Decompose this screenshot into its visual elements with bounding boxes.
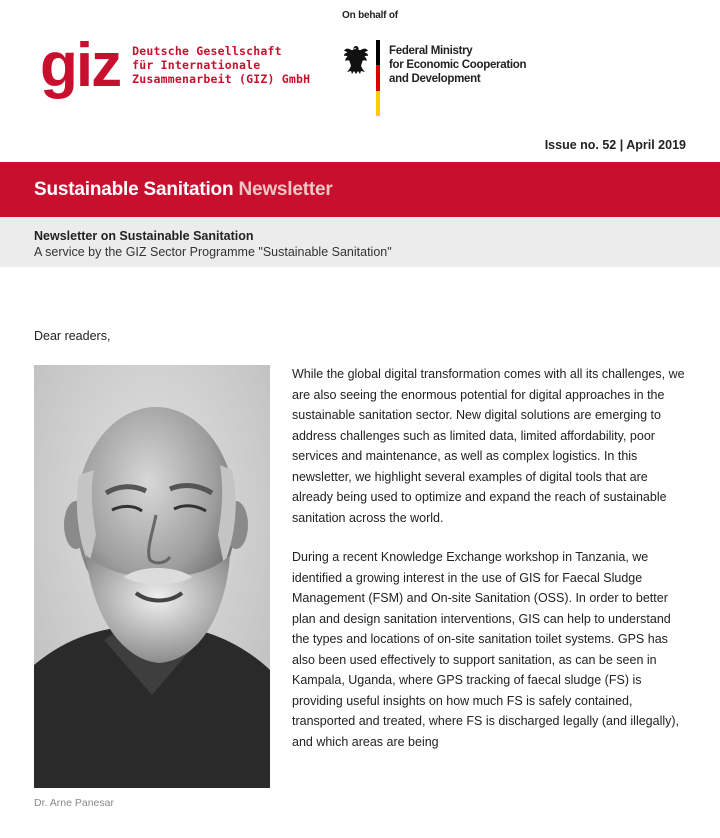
issue-info: Issue no. 52 | April 2019: [544, 138, 686, 152]
ministry-name: [389, 44, 526, 86]
newsletter-title-main: Sustainable Sanitation: [34, 179, 234, 200]
ministry-name-line: Federal Ministry: [389, 45, 473, 57]
paragraph: During a recent Knowledge Exchange workshop in Tanzania, we identified a growing interest in the use of GIS for Faecal Sludge Management (FSM) and On-site Sanitation (OSS). In order to better plan and design sanitation interventions, GIS can help to understand the types and locations of on-site sanitation toilet systems. GPS has also been used effectively to support sanitation, as can be seen in Kampala, Uganda, where GPS tracking of faecal sludge (FS) is providing useful insights on how much FS is safely contained, transported and treated, where FS is discharged legally (and illegally), and which areas are being: [292, 550, 680, 749]
newsletter-header: [0, 0, 720, 160]
portrait-photo: [34, 365, 270, 788]
paragraph: While the global digital transformation comes with all its challenges, we are also seeing the enormous potential for digital approaches in the sustainable sanitation sector. New digital solutions are emerging to address challenges such as limited data, limited affordability, poor services and maintenance, as well as complex logistics. In this newsletter, we highlight several examples of digital tools that are already being used to optimize and expand the reach of sustainable sanitation across the world.: [292, 367, 685, 525]
newsletter-title-accent: Newsletter: [238, 179, 333, 200]
giz-org-name-line: für Internationale: [132, 58, 261, 72]
giz-logo[interactable]: [40, 31, 311, 100]
greeting: Dear readers,: [34, 329, 111, 343]
subtitle-text: A service by the GIZ Sector Programme "Sustainable Sanitation": [34, 245, 392, 259]
newsletter-title: [34, 179, 333, 201]
ministry-logo[interactable]: [342, 40, 526, 116]
ministry-name-line: for Economic Cooperation: [389, 59, 527, 71]
subtitle-heading: Newsletter on Sustainable Sanitation: [34, 229, 254, 243]
subtitle-band: [0, 217, 720, 267]
portrait-caption: Dr. Arne Panesar: [34, 797, 114, 809]
portrait-illustration: [34, 365, 270, 788]
giz-org-name-line: Deutsche Gesellschaft: [132, 44, 282, 58]
ministry-name-line: and Development: [389, 73, 481, 85]
federal-eagle-icon: [342, 44, 370, 76]
editorial-text: [292, 364, 688, 771]
giz-org-name: [132, 44, 310, 86]
title-banner: [0, 162, 720, 217]
giz-logo-word: giz: [40, 31, 121, 100]
giz-org-name-line: Zusammenarbeit (GIZ) GmbH: [132, 72, 311, 86]
german-flag-bar: [376, 40, 380, 116]
on-behalf-label: On behalf of: [342, 10, 398, 21]
